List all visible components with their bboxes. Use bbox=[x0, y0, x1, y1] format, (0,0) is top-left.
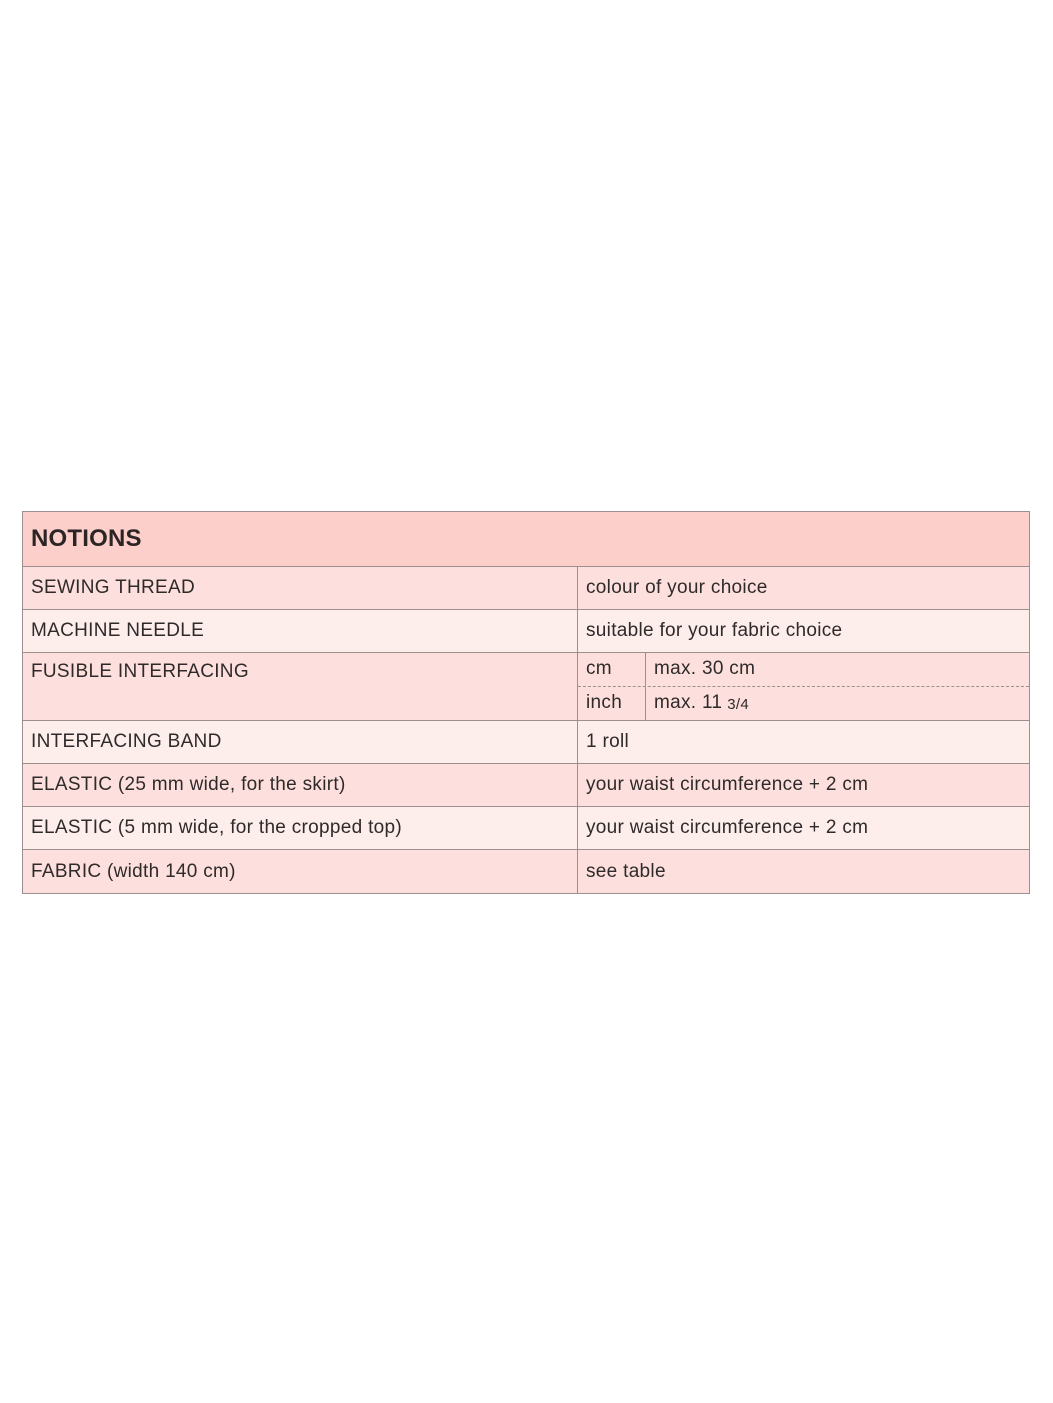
item-value: 1 roll bbox=[586, 731, 629, 752]
amount-text: max. 11 bbox=[654, 692, 723, 714]
amount-fraction: 3/4 bbox=[727, 695, 750, 713]
table-row-elastic-top bbox=[23, 807, 1029, 850]
table-row-machine-needle bbox=[23, 610, 1029, 653]
table-row-fusible-interfacing bbox=[23, 653, 1029, 721]
table-row-interfacing-band bbox=[23, 721, 1029, 764]
item-label: SEWING THREAD bbox=[23, 567, 578, 609]
unit-label: inch bbox=[578, 687, 646, 721]
table-row-fabric bbox=[23, 850, 1029, 893]
item-label: INTERFACING BAND bbox=[23, 721, 578, 763]
amount-value bbox=[646, 653, 1029, 686]
item-value: colour of your choice bbox=[586, 577, 768, 598]
item-label: ELASTIC (5 mm wide, for the cropped top) bbox=[23, 807, 578, 849]
item-value: see table bbox=[586, 860, 666, 882]
unit-label: cm bbox=[578, 653, 646, 686]
table-row-sewing-thread bbox=[23, 567, 1029, 610]
table-row-elastic-skirt bbox=[23, 764, 1029, 807]
item-value: your waist circumference + 2 cm bbox=[586, 774, 869, 795]
item-value: suitable for your fabric choice bbox=[586, 620, 843, 641]
measurement-row-cm bbox=[578, 653, 1029, 687]
notions-table bbox=[22, 511, 1030, 894]
item-value: your waist circumference + 2 cm bbox=[586, 817, 869, 838]
item-label: FUSIBLE INTERFACING bbox=[23, 653, 578, 720]
item-label: MACHINE NEEDLE bbox=[23, 610, 578, 652]
amount-value bbox=[646, 687, 1029, 721]
measurement-subtable bbox=[578, 653, 1029, 720]
amount-text: max. 30 cm bbox=[654, 658, 756, 680]
item-label: FABRIC (width 140 cm) bbox=[23, 850, 578, 893]
item-label: ELASTIC (25 mm wide, for the skirt) bbox=[23, 764, 578, 806]
measurement-row-inch bbox=[578, 687, 1029, 721]
table-title: NOTIONS bbox=[23, 512, 1029, 567]
